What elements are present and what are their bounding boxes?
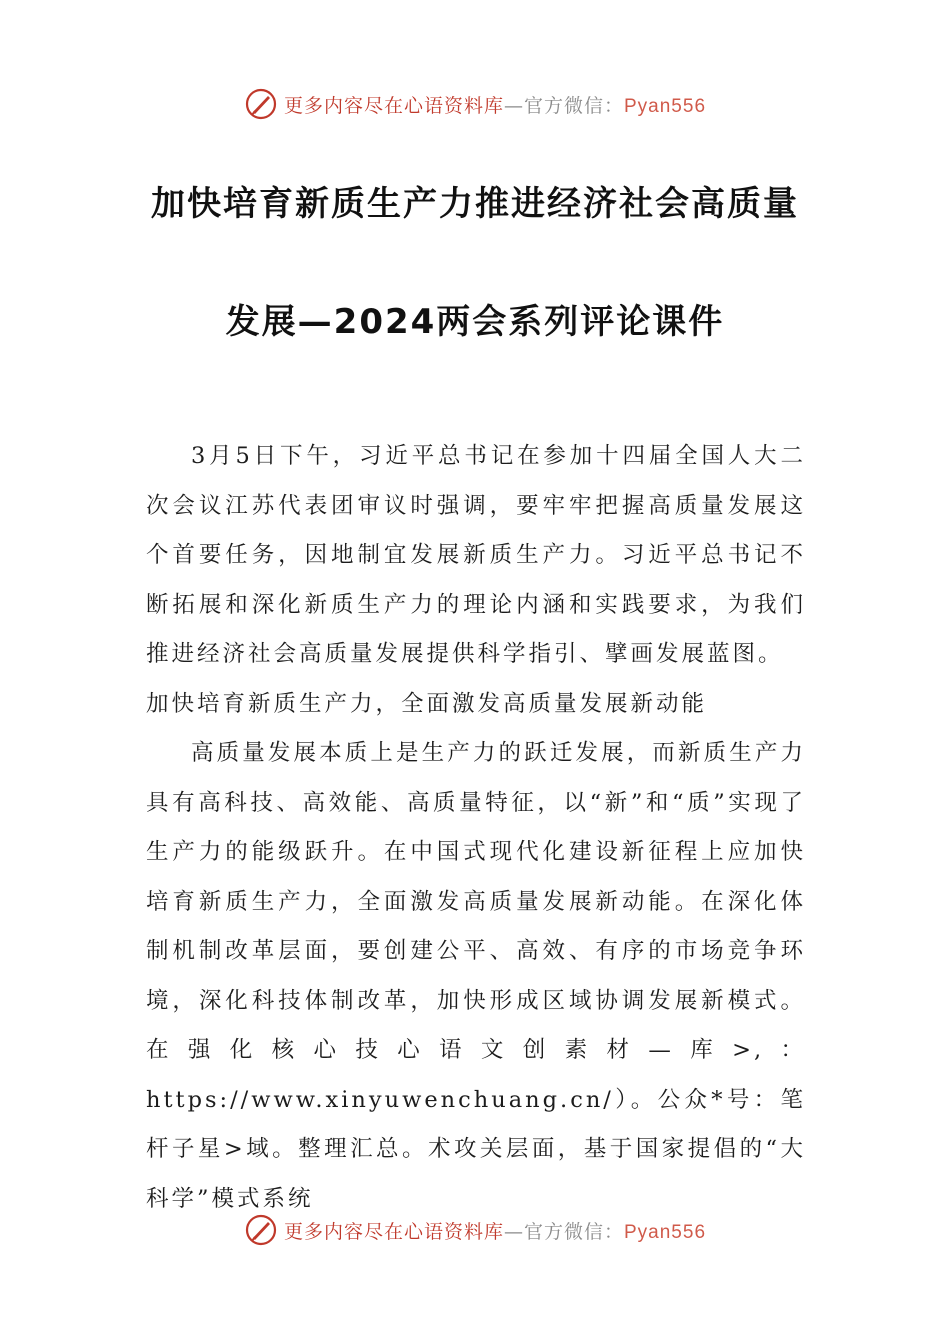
paragraph-1: 3月5日下午，习近平总书记在参加十四届全国人大二次会议江苏代表团审议时强调，要牢牢把握高质量发展这个首要任务，因地制宜发展新质生产力。习近平总书记不断拓展和深化新质生产力的理论内涵和实践要求，为我们推进经济社会高质量发展提供科学指引、擘画发展蓝图。 xyxy=(146,443,806,667)
page-title-line-2: 发展—2024两会系列评论课件 xyxy=(225,302,725,342)
watermark-footer xyxy=(0,1210,950,1250)
quill-logo-icon xyxy=(244,1213,278,1247)
watermark-label: 官方微信： xyxy=(523,1220,624,1243)
watermark-label: 官方微信： xyxy=(523,94,624,117)
watermark-separator: — xyxy=(503,94,524,117)
watermark-text xyxy=(284,91,706,118)
watermark-separator: — xyxy=(503,1220,524,1243)
paragraph-2: 高质量发展本质上是生产力的跃迁发展，而新质生产力具有高科技、高效能、高质量特征，以“新”和“质”实现了生产力的能级跃升。在中国式现代化建设新征程上应加快培育新质生产力，全面激发高质量发展新动能。在深化体制机制改革层面，要创建公平、高效、有序的市场竞争环境，深化科技体制改革，加快形成区域协调发展新模式。在强化核心技心语文创素材—库>,：https://www.xinyuwenchuang.cn/）。公众*号：笔杆子星>域。整理汇总。术攻关层面，基于国家提倡的“大科学”模式系统 xyxy=(146,740,806,1212)
watermark-id: Pyan556 xyxy=(624,95,707,117)
section-heading: 加快培育新质生产力，全面激发高质量发展新动能 xyxy=(146,690,708,717)
watermark-text xyxy=(284,1217,706,1244)
watermark-id: Pyan556 xyxy=(624,1221,707,1243)
page-title-line-1: 加快培育新质生产力推进经济社会高质量 xyxy=(151,184,799,224)
watermark-header xyxy=(0,84,950,124)
watermark-main: 更多内容尽在心语资料库 xyxy=(283,94,504,117)
quill-logo-icon xyxy=(244,87,278,121)
watermark-main: 更多内容尽在心语资料库 xyxy=(283,1220,504,1243)
article-body xyxy=(146,432,806,1224)
